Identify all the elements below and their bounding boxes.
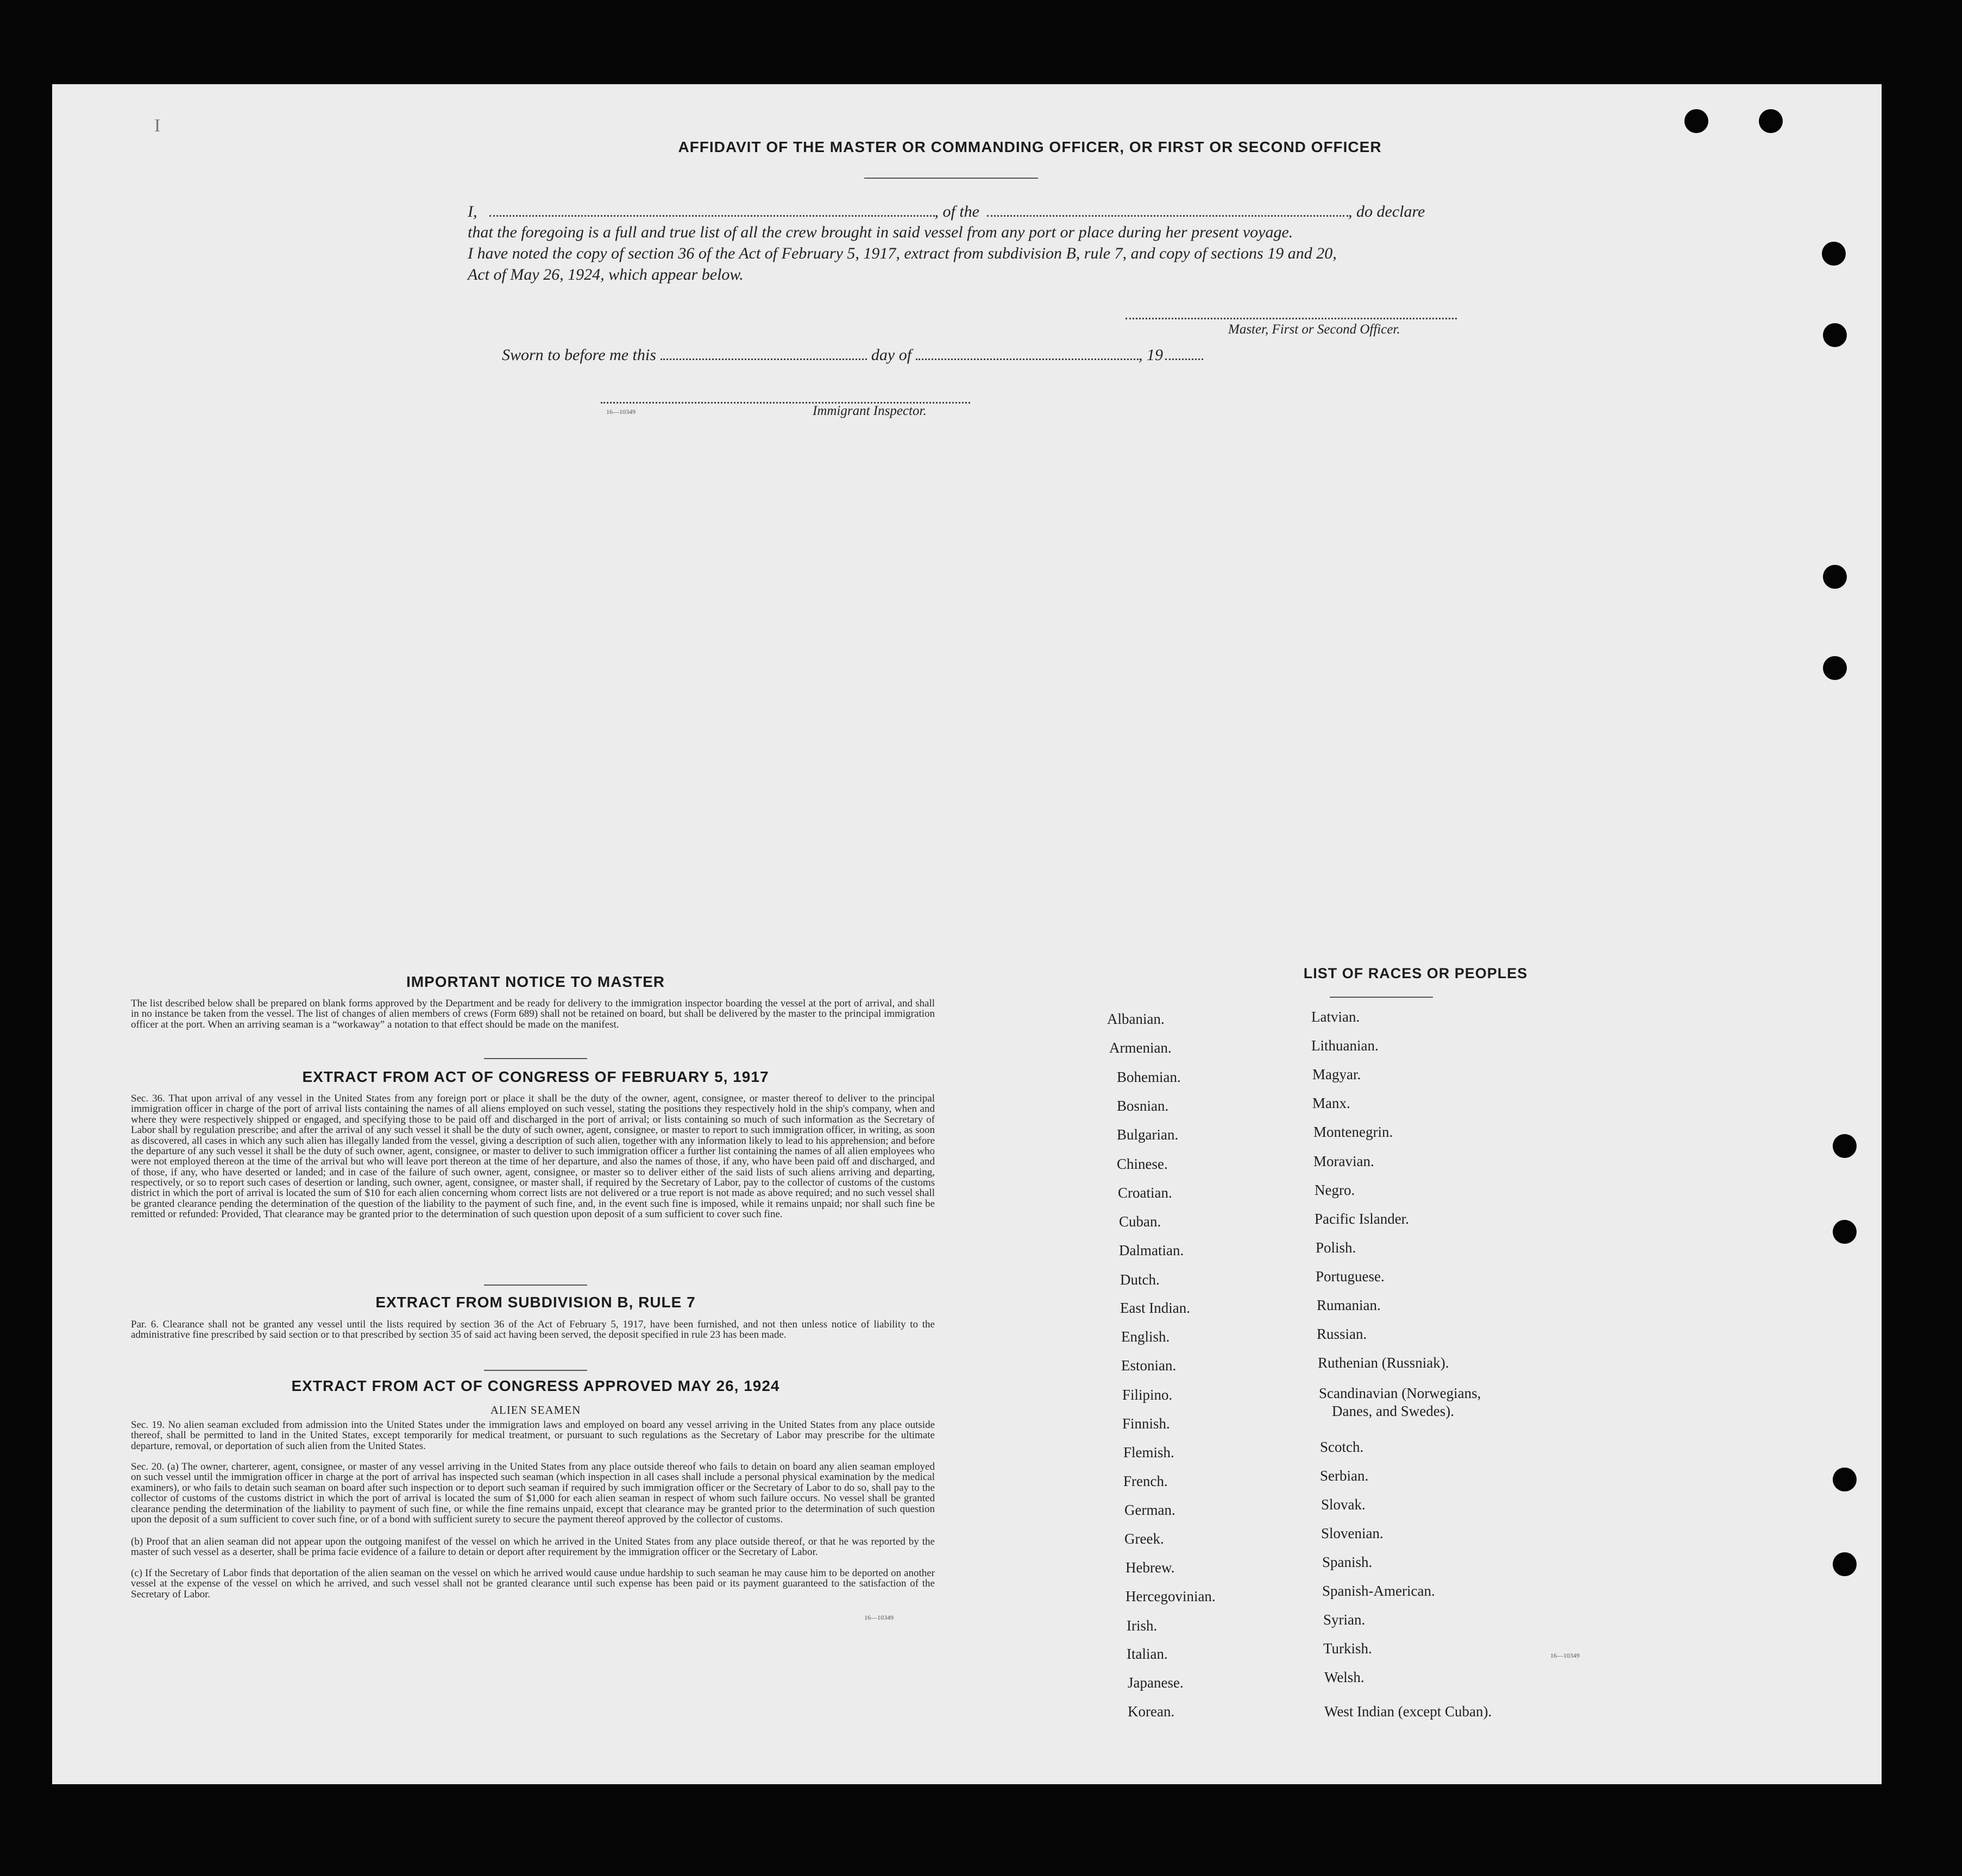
races-form-number: 16—10349 <box>1550 1652 1580 1659</box>
extract-1924-title: EXTRACT FROM ACT OF CONGRESS APPROVED MAY 26, 1924 <box>291 1377 780 1394</box>
race-item: Albanian. <box>1107 1011 1165 1027</box>
race-item: Polish. <box>1316 1239 1356 1256</box>
signature-caption: Master, First or Second Officer. <box>1228 322 1400 337</box>
vessel-field[interactable] <box>987 215 1348 217</box>
race-item: Armenian. <box>1109 1040 1172 1056</box>
race-item: Bosnian. <box>1117 1098 1169 1114</box>
corner-mark: I <box>154 116 161 136</box>
declaration-text-3: I have noted the copy of section 36 of the Act of February 5, 1917, extract from subdivision B, rule 7, and copy of sections 19 and 20, <box>468 244 1337 262</box>
punch-hole <box>1822 242 1846 266</box>
race-item: Syrian. <box>1323 1611 1366 1628</box>
document-sheet <box>52 84 1882 1784</box>
extract-1917-title: EXTRACT FROM ACT OF CONGRESS OF FEBRUARY 5, 1917 <box>302 1068 769 1085</box>
extract-form-number: 16—10349 <box>864 1614 894 1621</box>
race-item: Scandinavian (Norwegians, <box>1319 1385 1481 1401</box>
race-item: Korean. <box>1128 1703 1175 1720</box>
race-item: Scotch. <box>1320 1439 1364 1455</box>
race-item: Greek. <box>1124 1531 1164 1547</box>
declaration-text-2: that the foregoing is a full and true list of all the crew brought in said vessel from any port or place during her present voyage. <box>468 223 1293 241</box>
declaration-of: , of the <box>934 203 979 221</box>
races-title: LIST OF RACES OR PEOPLES <box>1303 965 1528 981</box>
declaration-i: I, <box>468 203 477 221</box>
race-item: Slovenian. <box>1321 1525 1384 1541</box>
sworn-date-field[interactable] <box>661 358 867 360</box>
punch-hole <box>1684 109 1708 133</box>
race-item: English. <box>1121 1329 1170 1345</box>
race-item: Ruthenian (Russniak). <box>1318 1355 1449 1371</box>
extract-1924-sec20b: (b) Proof that an alien seaman did not appear upon the outgoing manifest of the vessel on which he arrived in the United States from any place outside thereof, or that he was reported by the master of such vessel as a deserter, shall be prima facie evidence of a failure to detain or deport after requirement by the immigration officer or the Secretary of Labor. <box>131 1536 935 1558</box>
race-item: Finnish. <box>1122 1415 1170 1432</box>
race-item: Latvian. <box>1311 1009 1360 1025</box>
race-item: Dutch. <box>1120 1271 1160 1288</box>
extract-1924-sec20a: Sec. 20. (a) The owner, charterer, agent, consignee, or master of any vessel arriving in the United States from any place outside thereof who fails to detain on board any alien seaman employed on such vessel until the immigration officer in charge at the port of arrival has inspected such seaman (which inspection in all cases shall include a personal physical examination by the medical examiners), or who fails to detain such seaman on board after such inspection or to deport such seaman if required by such immigration officer or the Secretary of Labor to do so, shall pay to the collector of customs of the customs district in which the port of arrival is located the sum of $1,000 for each alien seaman in respect of whom such failure occurs. No vessel shall be granted clearance pending the determination of the liability to payment of such fine, or while the fine remains unpaid, except that clearance may be granted prior to the determination of such question upon the deposit of a sum sufficient to cover such fine, or of a bond with sufficient surety to secure the payment thereof approved by the collector of customs. <box>131 1461 935 1525</box>
race-item: Negro. <box>1315 1182 1355 1198</box>
race-item: Portuguese. <box>1316 1268 1385 1285</box>
title-underline <box>864 178 1038 179</box>
race-item: Russian. <box>1317 1326 1367 1342</box>
race-item: East Indian. <box>1120 1300 1190 1316</box>
declaration-declare: , do declare <box>1348 203 1425 221</box>
sworn-year-field[interactable] <box>1165 358 1203 360</box>
race-item: Cuban. <box>1119 1213 1161 1230</box>
sworn-prefix: Sworn to before me this <box>502 346 656 364</box>
race-item: Slovak. <box>1321 1496 1366 1513</box>
race-item: Spanish-American. <box>1322 1583 1435 1599</box>
name-field[interactable] <box>489 215 935 217</box>
notice-text: The list described below shall be prepared on blank forms approved by the Department and be ready for delivery to the immigration inspector boarding the vessel at the port of arrival, and shall in no instance be taken from the vessel. The list of changes of alien members of crews (Form 689) shall not be retained on board, but shall be delivered by the master to the principal immigration officer at the port. When an arriving seaman is a “workaway” a notation to that effect should be made on the manifest. <box>131 998 935 1030</box>
race-item: Dalmatian. <box>1119 1242 1184 1258</box>
extract-rule7-title: EXTRACT FROM SUBDIVISION B, RULE 7 <box>375 1294 696 1311</box>
race-item: German. <box>1124 1502 1175 1518</box>
extract-1924-subtitle: ALIEN SEAMEN <box>490 1403 581 1417</box>
section-divider <box>484 1370 587 1371</box>
sworn-month-field[interactable] <box>916 358 1139 360</box>
sworn-year: , 19 <box>1139 346 1164 364</box>
extract-1917-text: Sec. 36. That upon arrival of any vessel in the United States from any foreign port or place it shall be the duty of the owner, agent, consignee, or master thereof to deliver to the principal immigration officer in charge of the port of arrival lists containing the names of all aliens employed on such vessel, stating the positions they respectively hold in the ship's company, when and where they were respectively shipped or engaged, and specifying those to be paid off and discharged in the port of arrival; or lists containing so much of such information as the Secretary of Labor shall by regulation prescribe; and after the arrival of any such vessel it shall be the duty of such owner, agent, consignee, or master to report to such immigration officer, in writing, as soon as discovered, all cases in which any such alien has illegally landed from the vessel, giving a description of such alien, together with any information likely to lead to his apprehension; and before the departure of any such vessel it shall be the duty of such owner, agent, consignee, or master to deliver to such immigration officer a further list containing the names of all alien employees who were not employed thereon at the time of the arrival but who will leave port thereon at the time of her departure, and also the names of those, if any, who have been paid off and discharged, and of those, if any, who have deserted or landed; and in case of the failure of such owner, agent, consignee, or master so to deliver either of the said lists of such aliens arriving and departing, respectively, or so to report such cases of desertion or landing, such owner, agent, consignee, or master shall, if required by the Secretary of Labor, pay to the collector of customs of the customs district in which the port of arrival is located the sum of $10 for each alien concerning whom correct lists are not delivered or a true report is not made as above required; and no such vessel shall be granted clearance pending the determination of the question of the liability to the payment of such fine, and, in the event such fine is imposed, while it remains unpaid; nor shall such fine be remitted or refunded: Provided, That clearance may be granted prior to the determination of such question upon deposit of a sum sufficient to cover such fine. <box>131 1093 935 1220</box>
race-item: Danes, and Swedes). <box>1332 1403 1454 1419</box>
extract-rule7-text: Par. 6. Clearance shall not be granted any vessel until the lists required by section 36 of the Act of February 5, 1917, have been furnished, and not then unless notice of liability to the administrative fine prescribed by said section or to that prescribed by section 35 of said act having been served, the deposit specified in rule 23 has been made. <box>131 1319 935 1341</box>
signature-line[interactable] <box>1125 318 1457 319</box>
race-item: Serbian. <box>1320 1468 1369 1484</box>
declaration-line <box>468 203 1532 221</box>
race-item: Hercegovinian. <box>1125 1588 1216 1604</box>
race-item: Bulgarian. <box>1117 1126 1179 1143</box>
race-item: Montenegrin. <box>1313 1124 1393 1140</box>
race-item: Estonian. <box>1121 1357 1177 1374</box>
inspector-form-number: 16—10349 <box>606 408 636 416</box>
race-item: Hebrew. <box>1125 1559 1175 1576</box>
race-item: Welsh. <box>1324 1669 1364 1685</box>
race-item: Lithuanian. <box>1311 1037 1379 1054</box>
affidavit-title: AFFIDAVIT OF THE MASTER OR COMMANDING OFFICER, OR FIRST OR SECOND OFFICER <box>678 139 1382 155</box>
race-item: Moravian. <box>1313 1153 1374 1169</box>
race-item: Manx. <box>1312 1095 1350 1111</box>
race-item: Pacific Islander. <box>1315 1211 1409 1227</box>
race-item: Rumanian. <box>1317 1297 1381 1313</box>
punch-hole <box>1759 109 1783 133</box>
section-divider <box>484 1285 587 1286</box>
sworn-line <box>502 346 1203 364</box>
race-item: Flemish. <box>1123 1444 1174 1460</box>
punch-hole <box>1823 323 1847 347</box>
race-item: French. <box>1123 1473 1168 1489</box>
race-item: Italian. <box>1127 1646 1168 1662</box>
race-item: Bohemian. <box>1117 1069 1181 1085</box>
extract-1924-sec20c: (c) If the Secretary of Labor finds that deportation of the alien seaman on the vessel on which he arrived would cause undue hardship to such seaman he may cause him to be deported on another vessel at the expense of the vessel on which he arrived, and such vessel shall not be granted clearance until such expense has been paid or its payment guaranteed to the satisfaction of the Secretary of Labor. <box>131 1567 935 1600</box>
race-item: West Indian (except Cuban). <box>1324 1703 1492 1720</box>
race-item: Spanish. <box>1322 1554 1373 1570</box>
inspector-caption: Immigrant Inspector. <box>813 404 927 418</box>
race-item: Filipino. <box>1122 1387 1173 1403</box>
race-item: Turkish. <box>1323 1640 1372 1657</box>
declaration-text-4: Act of May 26, 1924, which appear below. <box>468 266 744 284</box>
punch-hole <box>1833 1468 1857 1491</box>
sworn-day-of: day of <box>871 346 912 364</box>
section-divider <box>484 1058 587 1059</box>
punch-hole <box>1833 1552 1857 1576</box>
punch-hole <box>1833 1134 1857 1158</box>
race-item: Japanese. <box>1128 1674 1184 1691</box>
punch-hole <box>1823 565 1847 589</box>
race-item: Chinese. <box>1117 1156 1168 1172</box>
punch-hole <box>1823 656 1847 680</box>
punch-hole <box>1833 1220 1857 1244</box>
races-title-underline <box>1330 997 1433 998</box>
extract-1924-sec19: Sec. 19. No alien seaman excluded from admission into the United States under the immigration laws and employed on board any vessel arriving in the United States from any place outside thereof, shall be permitted to land in the United States, except temporarily for medical treatment, or pursuant to such regulations as the Secretary of Labor may prescribe for the ultimate departure, removal, or deportation of such alien from the United States. <box>131 1419 935 1452</box>
race-item: Croatian. <box>1118 1185 1172 1201</box>
notice-title: IMPORTANT NOTICE TO MASTER <box>406 973 665 990</box>
race-item: Irish. <box>1127 1617 1158 1634</box>
race-item: Magyar. <box>1312 1066 1361 1082</box>
